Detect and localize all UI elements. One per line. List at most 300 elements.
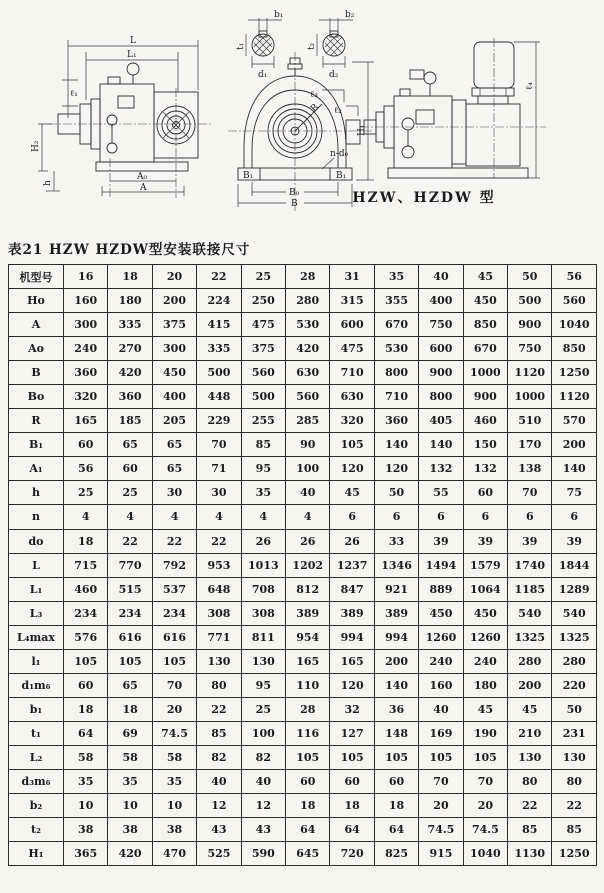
row-label-cell: n <box>9 505 64 529</box>
dim-label-d1: d₁ <box>258 70 268 80</box>
value-cell: 320 <box>330 409 374 433</box>
value-cell: 22 <box>508 794 552 818</box>
value-cell: 308 <box>241 601 285 625</box>
value-cell: 994 <box>374 625 418 649</box>
dim-label-b1: b₁ <box>274 10 284 20</box>
value-cell: 105 <box>374 745 418 769</box>
row-label-cell: B₁ <box>9 433 64 457</box>
value-cell: 130 <box>241 649 285 673</box>
table-row <box>9 289 597 313</box>
value-cell: 771 <box>197 625 241 649</box>
value-cell: 1185 <box>508 577 552 601</box>
value-cell: 18 <box>108 697 152 721</box>
value-cell: 105 <box>419 745 463 769</box>
table-row <box>9 673 597 697</box>
value-cell: 630 <box>286 361 330 385</box>
value-cell: 1289 <box>552 577 597 601</box>
drawing-caption: HZW、HZDW 型 <box>352 190 496 206</box>
value-cell: 1494 <box>419 553 463 577</box>
value-cell: 30 <box>152 481 196 505</box>
value-cell: 36 <box>374 697 418 721</box>
value-cell: 200 <box>152 289 196 313</box>
value-cell: 335 <box>197 337 241 361</box>
value-cell: 400 <box>419 289 463 313</box>
value-cell: 38 <box>64 818 108 842</box>
value-cell: 33 <box>374 529 418 553</box>
value-cell: 240 <box>419 649 463 673</box>
value-cell: 18 <box>286 794 330 818</box>
value-cell: 915 <box>419 842 463 866</box>
value-cell: 576 <box>64 625 108 649</box>
value-cell: 127 <box>330 721 374 745</box>
value-cell: 26 <box>241 529 285 553</box>
value-cell: 35 <box>108 769 152 793</box>
value-cell: 335 <box>108 313 152 337</box>
value-cell: 39 <box>463 529 507 553</box>
value-cell: 20 <box>463 794 507 818</box>
value-cell: 185 <box>108 409 152 433</box>
value-cell: 80 <box>552 769 597 793</box>
value-cell: 229 <box>197 409 241 433</box>
value-cell: 105 <box>64 649 108 673</box>
table-row <box>9 361 597 385</box>
value-cell: 120 <box>374 457 418 481</box>
value-cell: 20 <box>152 697 196 721</box>
value-cell: 6 <box>330 505 374 529</box>
value-cell: 85 <box>508 818 552 842</box>
value-cell: 600 <box>330 313 374 337</box>
row-label-cell: L₂ <box>9 745 64 769</box>
value-cell: 389 <box>374 601 418 625</box>
value-cell: 32 <box>330 697 374 721</box>
value-cell: 65 <box>108 433 152 457</box>
technical-drawing <box>0 0 604 232</box>
dim-label-H2: H₂ <box>31 140 41 152</box>
value-cell: 50 <box>374 481 418 505</box>
value-cell: 65 <box>152 433 196 457</box>
dim-label-b2: b₂ <box>345 10 355 20</box>
value-cell: 60 <box>64 433 108 457</box>
value-cell: 22 <box>197 697 241 721</box>
value-cell: 708 <box>241 577 285 601</box>
value-cell: 1202 <box>286 553 330 577</box>
table-row <box>9 481 597 505</box>
dim-label-ell1: ℓ₁ <box>70 89 78 99</box>
value-cell: 234 <box>108 601 152 625</box>
value-cell: 280 <box>552 649 597 673</box>
table-title: 表21 HZW HZDW型安装联接尺寸 <box>8 242 251 258</box>
value-cell: 420 <box>108 361 152 385</box>
right-side-view <box>352 38 546 206</box>
value-cell: 130 <box>508 745 552 769</box>
value-cell: 900 <box>419 361 463 385</box>
value-cell: 35 <box>241 481 285 505</box>
row-label-cell: Bo <box>9 385 64 409</box>
value-cell: 6 <box>463 505 507 529</box>
model-header-cell: 16 <box>64 265 108 289</box>
value-cell: 850 <box>463 313 507 337</box>
row-label-cell: L₁ <box>9 577 64 601</box>
value-cell: 25 <box>241 697 285 721</box>
value-cell: 234 <box>152 601 196 625</box>
value-cell: 18 <box>330 794 374 818</box>
row-label-cell: h <box>9 481 64 505</box>
value-cell: 40 <box>241 769 285 793</box>
table-row <box>9 337 597 361</box>
value-cell: 26 <box>286 529 330 553</box>
value-cell: 315 <box>330 289 374 313</box>
dim-label-B0: B₀ <box>289 188 300 198</box>
value-cell: 1040 <box>552 313 597 337</box>
dim-label-t2: t₂ <box>307 42 317 50</box>
value-cell: 6 <box>374 505 418 529</box>
value-cell: 95 <box>241 673 285 697</box>
row-label-cell: t₁ <box>9 721 64 745</box>
value-cell: 500 <box>241 385 285 409</box>
value-cell: 6 <box>552 505 597 529</box>
value-cell: 720 <box>330 842 374 866</box>
value-cell: 4 <box>241 505 285 529</box>
value-cell: 55 <box>419 481 463 505</box>
value-cell: 80 <box>508 769 552 793</box>
value-cell: 630 <box>330 385 374 409</box>
value-cell: 60 <box>463 481 507 505</box>
value-cell: 39 <box>419 529 463 553</box>
value-cell: 320 <box>64 385 108 409</box>
value-cell: 954 <box>286 625 330 649</box>
row-label-cell: b₁ <box>9 697 64 721</box>
table-header-row <box>9 265 597 289</box>
value-cell: 450 <box>419 601 463 625</box>
value-cell: 110 <box>286 673 330 697</box>
value-cell: 64 <box>374 818 418 842</box>
value-cell: 250 <box>241 289 285 313</box>
value-cell: 1250 <box>552 842 597 866</box>
value-cell: 56 <box>64 457 108 481</box>
value-cell: 64 <box>330 818 374 842</box>
value-cell: 116 <box>286 721 330 745</box>
dim-label-L: L <box>130 36 136 46</box>
value-cell: 560 <box>552 289 597 313</box>
value-cell: 1579 <box>463 553 507 577</box>
value-cell: 70 <box>463 769 507 793</box>
value-cell: 375 <box>152 313 196 337</box>
value-cell: 4 <box>152 505 196 529</box>
value-cell: 812 <box>286 577 330 601</box>
model-header-cell: 22 <box>197 265 241 289</box>
value-cell: 270 <box>108 337 152 361</box>
row-label-cell: b₂ <box>9 794 64 818</box>
value-cell: 360 <box>108 385 152 409</box>
value-cell: 74.5 <box>152 721 196 745</box>
value-cell: 1844 <box>552 553 597 577</box>
value-cell: 500 <box>508 289 552 313</box>
value-cell: 39 <box>508 529 552 553</box>
dim-label-A0: A₀ <box>137 172 148 182</box>
value-cell: 70 <box>152 673 196 697</box>
value-cell: 500 <box>197 361 241 385</box>
value-cell: 138 <box>508 457 552 481</box>
table-row <box>9 625 597 649</box>
value-cell: 69 <box>108 721 152 745</box>
table-row <box>9 457 597 481</box>
value-cell: 590 <box>241 842 285 866</box>
table-row <box>9 529 597 553</box>
value-cell: 515 <box>108 577 152 601</box>
dim-label-B1-right: B₁ <box>336 171 347 181</box>
value-cell: 132 <box>463 457 507 481</box>
value-cell: 355 <box>374 289 418 313</box>
value-cell: 811 <box>241 625 285 649</box>
value-cell: 105 <box>330 433 374 457</box>
value-cell: 1260 <box>463 625 507 649</box>
value-cell: 1013 <box>241 553 285 577</box>
value-cell: 60 <box>64 673 108 697</box>
value-cell: 95 <box>241 457 285 481</box>
value-cell: 165 <box>64 409 108 433</box>
value-cell: 450 <box>463 289 507 313</box>
value-cell: 448 <box>197 385 241 409</box>
value-cell: 40 <box>419 697 463 721</box>
value-cell: 1120 <box>552 385 597 409</box>
value-cell: 120 <box>330 673 374 697</box>
value-cell: 35 <box>64 769 108 793</box>
value-cell: 1064 <box>463 577 507 601</box>
value-cell: 530 <box>286 313 330 337</box>
value-cell: 4 <box>64 505 108 529</box>
value-cell: 140 <box>374 673 418 697</box>
value-cell: 10 <box>64 794 108 818</box>
value-cell: 18 <box>64 697 108 721</box>
value-cell: 616 <box>108 625 152 649</box>
corner-cell: 机型号 <box>9 265 64 289</box>
value-cell: 415 <box>197 313 241 337</box>
table-row <box>9 385 597 409</box>
value-cell: 25 <box>64 481 108 505</box>
row-label-cell: do <box>9 529 64 553</box>
value-cell: 300 <box>64 313 108 337</box>
value-cell: 360 <box>64 361 108 385</box>
table-row <box>9 409 597 433</box>
value-cell: 165 <box>330 649 374 673</box>
value-cell: 50 <box>552 697 597 721</box>
value-cell: 22 <box>108 529 152 553</box>
value-cell: 365 <box>64 842 108 866</box>
value-cell: 18 <box>64 529 108 553</box>
value-cell: 70 <box>197 433 241 457</box>
row-label-cell: d₁m₆ <box>9 673 64 697</box>
value-cell: 231 <box>552 721 597 745</box>
value-cell: 285 <box>286 409 330 433</box>
value-cell: 200 <box>374 649 418 673</box>
value-cell: 22 <box>552 794 597 818</box>
row-label-cell: A <box>9 313 64 337</box>
value-cell: 180 <box>463 673 507 697</box>
value-cell: 130 <box>197 649 241 673</box>
value-cell: 170 <box>508 433 552 457</box>
value-cell: 1237 <box>330 553 374 577</box>
dim-label-nd0: n-d₀ <box>330 149 349 159</box>
value-cell: 35 <box>152 769 196 793</box>
value-cell: 470 <box>152 842 196 866</box>
dim-label-H1: H₁ <box>357 124 367 136</box>
value-cell: 420 <box>286 337 330 361</box>
table-row <box>9 313 597 337</box>
value-cell: 75 <box>552 481 597 505</box>
value-cell: 85 <box>197 721 241 745</box>
value-cell: 460 <box>64 577 108 601</box>
value-cell: 45 <box>508 697 552 721</box>
value-cell: 1000 <box>463 361 507 385</box>
value-cell: 130 <box>552 745 597 769</box>
row-label-cell: A₁ <box>9 457 64 481</box>
value-cell: 220 <box>552 673 597 697</box>
value-cell: 200 <box>552 433 597 457</box>
model-header-cell: 45 <box>463 265 507 289</box>
row-label-cell: t₂ <box>9 818 64 842</box>
value-cell: 540 <box>508 601 552 625</box>
dim-label-d2: d₂ <box>329 70 339 80</box>
dim-label-B1-left: B₁ <box>243 171 254 181</box>
value-cell: 43 <box>197 818 241 842</box>
value-cell: 132 <box>419 457 463 481</box>
value-cell: 60 <box>108 457 152 481</box>
value-cell: 537 <box>152 577 196 601</box>
value-cell: 1120 <box>508 361 552 385</box>
value-cell: 450 <box>152 361 196 385</box>
value-cell: 234 <box>64 601 108 625</box>
value-cell: 375 <box>241 337 285 361</box>
value-cell: 150 <box>463 433 507 457</box>
value-cell: 160 <box>64 289 108 313</box>
value-cell: 39 <box>552 529 597 553</box>
table-row <box>9 577 597 601</box>
end-view <box>228 10 374 212</box>
value-cell: 22 <box>197 529 241 553</box>
value-cell: 994 <box>330 625 374 649</box>
value-cell: 105 <box>152 649 196 673</box>
dim-label-ell3: ℓ₃ <box>310 90 318 100</box>
value-cell: 255 <box>241 409 285 433</box>
value-cell: 475 <box>330 337 374 361</box>
value-cell: 180 <box>108 289 152 313</box>
value-cell: 308 <box>197 601 241 625</box>
table-row <box>9 601 597 625</box>
value-cell: 280 <box>508 649 552 673</box>
value-cell: 210 <box>508 721 552 745</box>
value-cell: 70 <box>419 769 463 793</box>
value-cell: 525 <box>197 842 241 866</box>
value-cell: 405 <box>419 409 463 433</box>
value-cell: 560 <box>241 361 285 385</box>
value-cell: 847 <box>330 577 374 601</box>
value-cell: 205 <box>152 409 196 433</box>
value-cell: 20 <box>419 794 463 818</box>
value-cell: 900 <box>463 385 507 409</box>
value-cell: 85 <box>552 818 597 842</box>
table-row <box>9 842 597 866</box>
dim-label-B: B <box>291 199 298 209</box>
table-row <box>9 697 597 721</box>
value-cell: 600 <box>419 337 463 361</box>
table-body <box>9 265 597 866</box>
value-cell: 12 <box>197 794 241 818</box>
row-label-cell: R <box>9 409 64 433</box>
value-cell: 1040 <box>463 842 507 866</box>
dimension-table <box>8 264 597 866</box>
dim-label-A: A <box>140 183 147 193</box>
value-cell: 280 <box>286 289 330 313</box>
value-cell: 1740 <box>508 553 552 577</box>
value-cell: 10 <box>152 794 196 818</box>
value-cell: 530 <box>374 337 418 361</box>
dim-label-h: h <box>43 180 53 186</box>
row-label-cell: Ao <box>9 337 64 361</box>
value-cell: 100 <box>286 457 330 481</box>
value-cell: 460 <box>463 409 507 433</box>
row-label-cell: Ho <box>9 289 64 313</box>
left-side-view <box>31 36 212 198</box>
dim-label-ell2: ℓ₂ <box>334 106 342 116</box>
value-cell: 58 <box>64 745 108 769</box>
value-cell: 850 <box>552 337 597 361</box>
table-row <box>9 769 597 793</box>
value-cell: 74.5 <box>419 818 463 842</box>
row-label-cell: H₁ <box>9 842 64 866</box>
value-cell: 22 <box>152 529 196 553</box>
value-cell: 105 <box>286 745 330 769</box>
value-cell: 71 <box>197 457 241 481</box>
value-cell: 10 <box>108 794 152 818</box>
value-cell: 160 <box>419 673 463 697</box>
value-cell: 648 <box>197 577 241 601</box>
value-cell: 1260 <box>419 625 463 649</box>
value-cell: 1250 <box>552 361 597 385</box>
value-cell: 38 <box>152 818 196 842</box>
value-cell: 25 <box>108 481 152 505</box>
value-cell: 64 <box>286 818 330 842</box>
value-cell: 6 <box>508 505 552 529</box>
value-cell: 82 <box>197 745 241 769</box>
value-cell: 169 <box>419 721 463 745</box>
value-cell: 140 <box>419 433 463 457</box>
value-cell: 190 <box>463 721 507 745</box>
value-cell: 800 <box>419 385 463 409</box>
value-cell: 4 <box>286 505 330 529</box>
value-cell: 105 <box>463 745 507 769</box>
dim-label-R: R <box>309 102 321 115</box>
value-cell: 74.5 <box>463 818 507 842</box>
value-cell: 540 <box>552 601 597 625</box>
dim-label-t1: t₁ <box>236 42 246 50</box>
row-label-cell: L₄max <box>9 625 64 649</box>
value-cell: 6 <box>419 505 463 529</box>
row-label-cell: l₁ <box>9 649 64 673</box>
table-row <box>9 721 597 745</box>
value-cell: 240 <box>463 649 507 673</box>
value-cell: 921 <box>374 577 418 601</box>
value-cell: 140 <box>552 457 597 481</box>
value-cell: 1325 <box>508 625 552 649</box>
value-cell: 43 <box>241 818 285 842</box>
table-row <box>9 553 597 577</box>
value-cell: 140 <box>374 433 418 457</box>
model-header-cell: 56 <box>552 265 597 289</box>
model-header-cell: 35 <box>374 265 418 289</box>
value-cell: 105 <box>108 649 152 673</box>
value-cell: 300 <box>152 337 196 361</box>
value-cell: 12 <box>241 794 285 818</box>
